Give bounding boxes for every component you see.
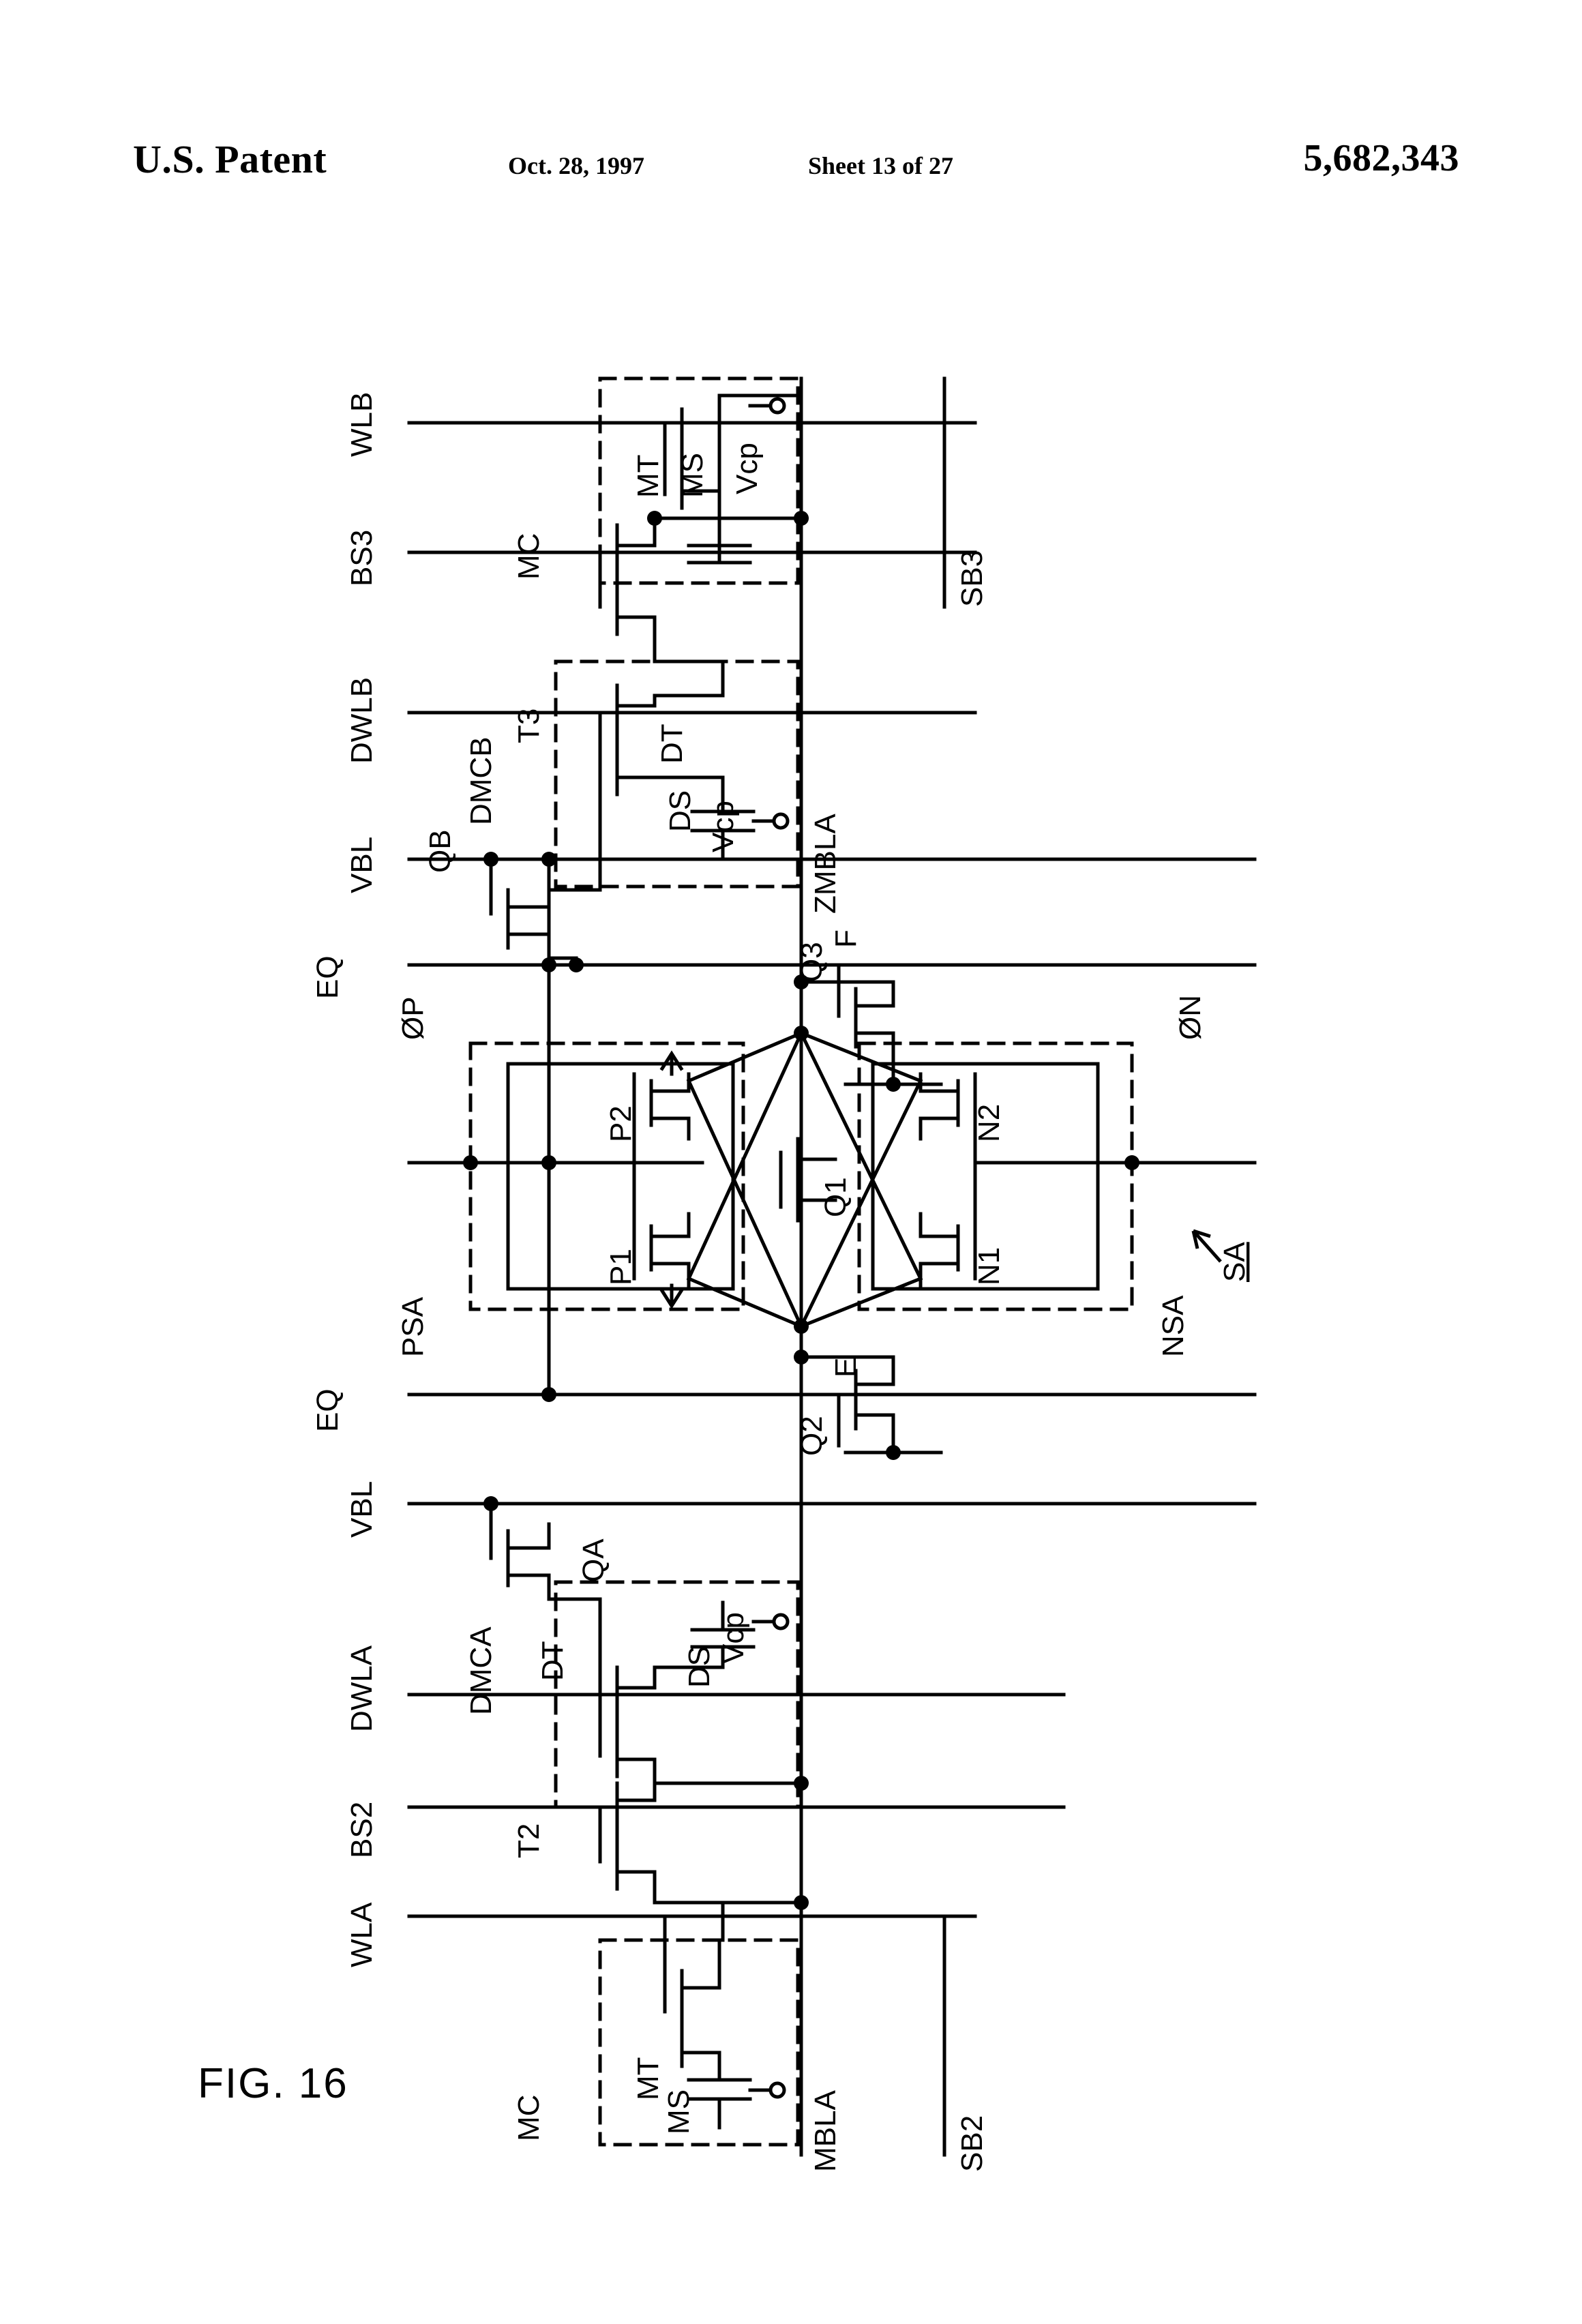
label-qa: QA	[577, 1538, 610, 1582]
label-qb: QB	[423, 829, 457, 873]
label-phi-n: ØN	[1174, 995, 1207, 1040]
label-vcp-b: Vcp	[706, 801, 740, 852]
label-mbla: MBLA	[809, 2090, 842, 2172]
label-t2: T2	[512, 1823, 546, 1858]
label-q1: Q1	[819, 1177, 852, 1217]
label-dmcb: DMCB	[464, 736, 498, 825]
label-e-node: E	[829, 1357, 863, 1377]
label-q2: Q2	[795, 1416, 829, 1456]
label-p1: P1	[604, 1249, 638, 1285]
label-vcp-top: Vcp	[730, 443, 764, 494]
label-dwlb: DWLB	[345, 676, 378, 764]
circuit-schematic	[0, 225, 1582, 2284]
label-mt-bottom: MT	[631, 2057, 665, 2100]
label-ds-a: DS	[683, 1645, 716, 1688]
label-dt-b: DT	[655, 724, 689, 764]
label-phi-p: ØP	[396, 996, 430, 1040]
label-bs2: BS2	[345, 1801, 378, 1858]
label-ms-bottom: MS	[662, 2089, 696, 2134]
patent-office-label: U.S. Patent	[133, 137, 327, 181]
label-n2: N2	[972, 1103, 1006, 1142]
label-n1: N1	[972, 1247, 1006, 1285]
label-f-node: F	[829, 929, 863, 948]
label-mc-top: MC	[512, 533, 546, 580]
figure-16	[0, 225, 1582, 2284]
label-bs3: BS3	[345, 529, 378, 586]
label-vcp-a: Vcp	[717, 1612, 750, 1664]
label-vbl-bottom: VBL	[345, 1480, 378, 1538]
label-psa: PSA	[396, 1296, 430, 1357]
label-q3: Q3	[795, 942, 829, 982]
label-dmca: DMCA	[464, 1626, 498, 1715]
label-ms-top: MS	[676, 453, 709, 498]
label-mc-bottom: MC	[512, 2094, 546, 2141]
label-mt-top: MT	[631, 454, 665, 498]
label-nsa: NSA	[1156, 1295, 1190, 1357]
label-p2: P2	[604, 1105, 638, 1142]
label-ds-b: DS	[663, 790, 697, 832]
label-sb3: SB3	[955, 550, 989, 607]
sheet-number: Sheet 13 of 27	[808, 152, 953, 179]
patent-date: Oct. 28, 1997	[508, 152, 644, 179]
label-dwla: DWLA	[345, 1645, 378, 1732]
label-eq-bottom: EQ	[311, 1388, 344, 1432]
label-zmbla: ZMBLA	[809, 814, 842, 914]
patent-number: 5,682,343	[1303, 137, 1459, 179]
label-wla: WLA	[345, 1902, 378, 1967]
figure-caption: FIG. 16	[198, 2060, 348, 2107]
label-dt-a: DT	[536, 1641, 569, 1681]
label-t3: T3	[512, 708, 546, 743]
label-sb2: SB2	[955, 2115, 989, 2172]
label-wlb: WLB	[345, 391, 378, 457]
label-sa: SA	[1218, 1242, 1251, 1282]
label-vbl-top: VBL	[345, 836, 378, 893]
label-eq-top: EQ	[311, 955, 344, 999]
